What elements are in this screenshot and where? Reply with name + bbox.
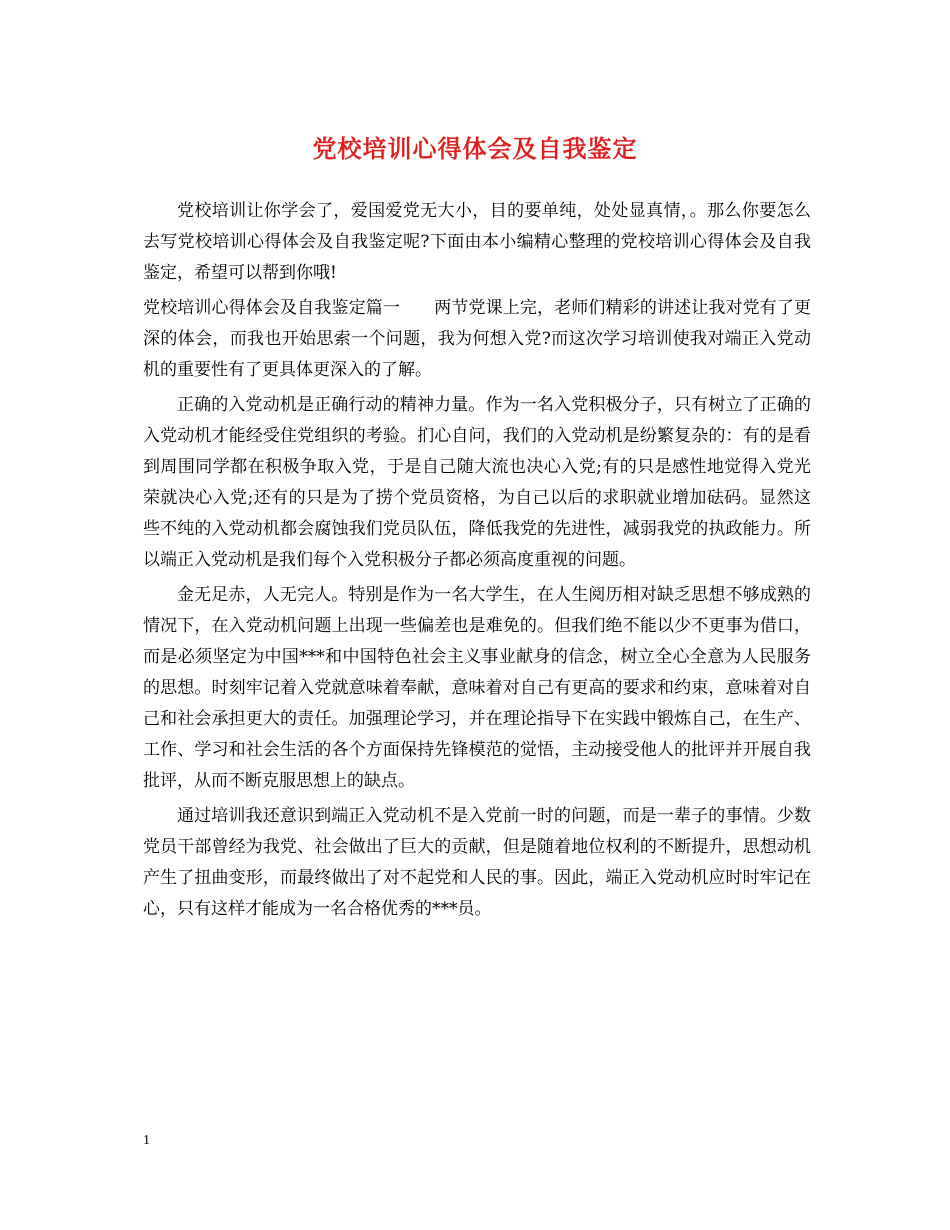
paragraph-intro: 党校培训让你学会了，爱国爱党无大小，目的要单纯，处处显真情，。那么你要怎么去写党校培训心得体会及自我鉴定呢?下面由本小编精心整理的党校培训心得体会及自我鉴定，希望可以帮到你哦! [143,201,811,283]
document-title: 党校培训心得体会及自我鉴定 [312,134,638,163]
paragraph-section-one: 党校培训心得体会及自我鉴定篇一 两节党课上完，老师们精彩的讲述让我对党有了更深的体会，而我也开始思索一个问题，我为何想入党?而这次学习培训使我对端正入党动机的重要性有了更具体更深入的了解。 [143,298,811,380]
page-number: 1 [143,1133,150,1148]
paragraph-perfection: 金无足赤，人无完人。特别是作为一名大学生，在人生阅历相对缺乏思想不够成熟的情况下，在入党动机问题上出现一些偏差也是难免的。但我们绝不能以少不更事为借口，而是必须坚定为中国***和中国特色社会主义事业献身的信念，树立全心全意为人民服务的思想。时刻牢记着入党就意味着奉献，意味着对自己有更高的要求和约束，意味着对自己和社会承担更大的责任。加强理论学习，并在理论指导下在实践中锻炼自己，在生产、工作、学习和社会生活的各个方面保持先锋模范的觉悟，主动接受他人的批评并开展自我批评，从而不断克服思想上的缺点。 [143,585,811,791]
paragraph-conclusion: 通过培训我还意识到端正入党动机不是入党前一时的问题，而是一辈子的事情。少数党员干部曾经为我党、社会做出了巨大的贡献，但是随着地位权利的不断提升，思想动机产生了扭曲变形，而最终做出了对不起党和人民的事。因此，端正入党动机应时时牢记在心，只有这样才能成为一名合格优秀的***员。 [143,806,811,919]
paragraph-motive: 正确的入党动机是正确行动的精神力量。作为一名入党积极分子，只有树立了正确的入党动机才能经受住党组织的考验。扪心自问，我们的入党动机是纷繁复杂的：有的是看到周围同学都在积极争取入党，于是自己随大流也决心入党;有的只是感性地觉得入党光荣就决心入党;还有的只是为了捞个党员资格，为自己以后的求职就业增加砝码。显然这些不纯的入党动机都会腐蚀我们党员队伍，降低我党的先进性，减弱我党的执政能力。所以端正入党动机是我们每个入党积极分子都必须高度重视的问题。 [143,395,811,570]
document-body [143,196,811,925]
